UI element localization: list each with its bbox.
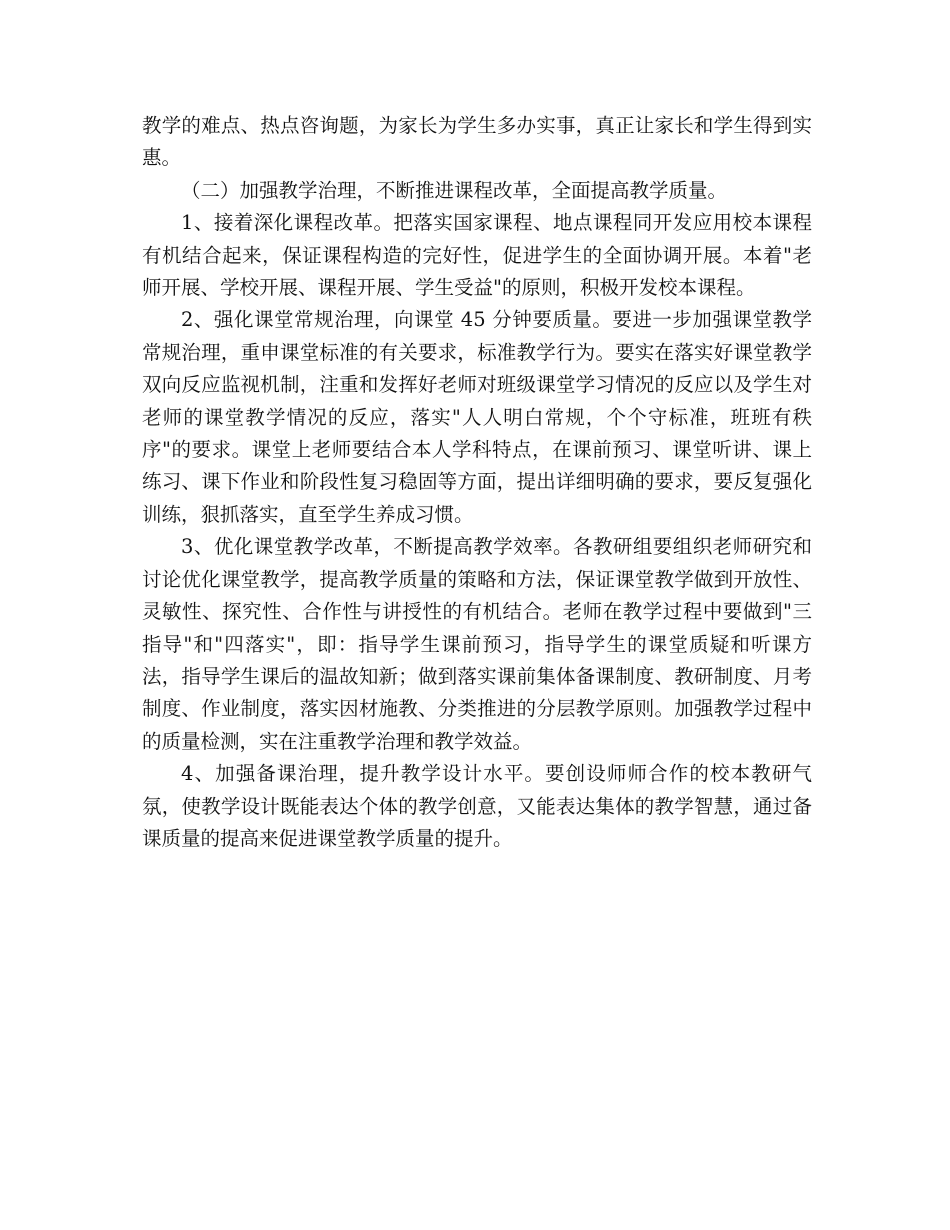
document-body [142,110,812,855]
paragraph-item-4: 4、加强备课治理，提升教学设计水平。要创设师师合作的校本教研气氛，使教学设计既能表达个体的教学创意，又能表达集体的教学智慧，通过备课质量的提高来促进课堂教学质量的提升。 [142,762,812,850]
paragraph-item-2: 2、强化课堂常规治理，向课堂 45 分钟要质量。要进一步加强课堂教学常规治理，重申课堂标准的有关要求，标准教学行为。要实在落实好课堂教学双向反应监视机制，注重和发挥好老师对班级课堂学习情况的反应以及学生对老师的课堂教学情况的反应，落实"人人明白常规，个个守标准，班班有秩序"的要求。课堂上老师要结合本人学科特点，在课前预习、课堂听讲、课上练习、课下作业和阶段性复习稳固等方面，提出详细明确的要求，要反复强化训练，狠抓落实，直至学生养成习惯。 [142,308,812,526]
paragraph-continuation: 教学的难点、热点咨询题，为家长为学生多办实事，真正让家长和学生得到实惠。 [142,114,812,170]
paragraph-item-1: 1、接着深化课程改革。把落实国家课程、地点课程同开发应用校本课程有机结合起来，保证课程构造的完好性，促进学生的全面协调开展。本着"老师开展、学校开展、课程开展、学生受益"的原则，积极开发校本课程。 [142,211,812,300]
paragraph-item-3: 3、优化课堂教学改革，不断提高教学效率。各教研组要组织老师研究和讨论优化课堂教学，提高教学质量的策略和方法，保证课堂教学做到开放性、灵敏性、探究性、合作性与讲授性的有机结合。老师在教学过程中要做到"三指导"和"四落实"，即：指导学生课前预习，指导学生的课堂质疑和听课方法，指导学生课后的温故知新；做到落实课前集体备课制度、教研制度、月考制度、作业制度，落实因材施教、分类推进的分层教学原则。加强教学过程中的质量检测，实在注重教学治理和教学效益。 [142,535,812,753]
section-heading-teaching-management: （二）加强教学治理，不断推进课程改革，全面提高教学质量。 [181,178,728,202]
